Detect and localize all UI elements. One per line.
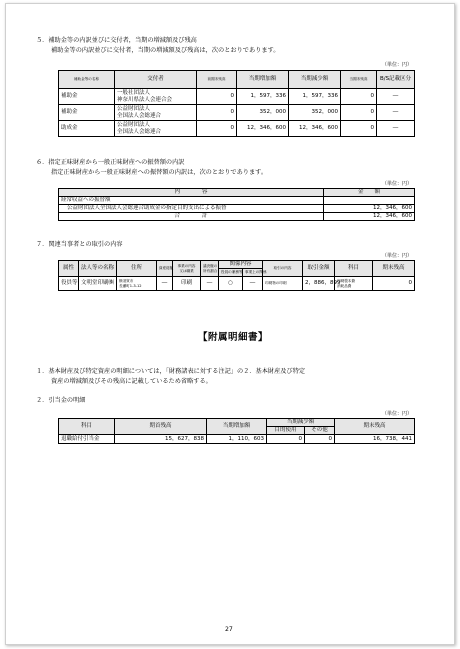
relation-header: 関係内容 [219, 261, 263, 269]
end-balance: 0 [341, 89, 377, 105]
sec6-heading: ６．指定正味財産から一般正味財産への振替額の内訳 [36, 159, 185, 166]
table-row [59, 213, 415, 221]
provision-begin-header: 期首残高 [115, 419, 207, 435]
increase: 1，597，336 [237, 89, 289, 105]
provision-subject-header: 科目 [59, 419, 115, 435]
subsidy-name: 補助金 [59, 89, 115, 105]
subject-header: 科目 [335, 261, 373, 277]
decrease: 12，346，600 [289, 121, 341, 137]
increase: 12，346，600 [237, 121, 289, 137]
table-row [59, 89, 415, 105]
provision-other: 0 [305, 435, 335, 444]
attr-header: 属性 [59, 261, 79, 277]
party-balance: 0 [373, 277, 415, 291]
sec6-unit: （単位：円） [382, 181, 413, 187]
relation-sub-header: 役員の兼務等 [219, 269, 243, 277]
business-header-line: 又は職業 [179, 268, 194, 273]
sec5-unit: （単位：円） [382, 62, 413, 68]
relation-sub-header: 事業上の関係 [243, 269, 263, 277]
annex2-unit: （単位：円） [382, 411, 413, 417]
header-cell: 交付者 [115, 71, 197, 89]
vote-header-line: 議決権の [203, 264, 218, 269]
document-page [5, 3, 455, 645]
bs-class: ― [377, 105, 415, 121]
name-header: 法人等の名称 [79, 261, 117, 277]
table-row [59, 435, 415, 444]
grantor-line: 公益財団法人 [117, 106, 151, 112]
transaction-header: 取引の内容 [263, 261, 303, 277]
increase: 352，000 [237, 105, 289, 121]
party-vote: ― [201, 277, 219, 291]
grantor [115, 89, 197, 105]
bs-class: ― [377, 121, 415, 137]
annex1-line1: １．基本財産及び特定資産の明細については，「財務諸表に対する注記」の２．基本財産及び特定 [36, 368, 306, 375]
grantor [115, 105, 197, 121]
provision-increase: 1，110，603 [207, 435, 267, 444]
provision-begin: 15，627，838 [115, 435, 207, 444]
party-subject [335, 277, 373, 291]
provision-table [58, 418, 415, 444]
provision-increase-header: 当期増加額 [207, 419, 267, 435]
annex-title: 【附属明細書】 [198, 332, 269, 343]
address-header: 住所 [117, 261, 157, 277]
address-line: 長瀬町1-3-12 [119, 283, 142, 288]
provision-purpose: 0 [267, 435, 305, 444]
sec5-intro: 補助金等の内訳並びに交付者，当期の増減額及び残高は，次のとおりであります。 [51, 47, 280, 54]
grantor-line: 神奈川県法人会連合会 [117, 96, 173, 103]
address-line: 横須賀市 [119, 279, 134, 284]
provision-decrease-header: 当期減少額 [267, 419, 335, 427]
prev-balance: 0 [197, 105, 237, 121]
party-business: 印刷 [173, 277, 201, 291]
sec6-intro: 指定正味財産から一般正味財産への振替額の内訳は，次のとおりであります。 [51, 169, 268, 176]
annex1-line2: 資産の増減額及びその残高に記載しているため省略する。 [51, 378, 212, 385]
grantor-line: 一般社団法人 [117, 90, 151, 96]
header-cell: 当期増加額 [237, 71, 289, 89]
decrease: 1，597，336 [289, 89, 341, 105]
table-row [59, 197, 415, 205]
provision-purpose-header: 目的使用 [267, 427, 305, 435]
amount-header: 取引金額 [303, 261, 335, 277]
header-cell: 当期末残高 [341, 71, 377, 89]
end-balance: 0 [341, 105, 377, 121]
subsidy-name: 補助金 [59, 105, 115, 121]
grantor [115, 121, 197, 137]
provision-end: 16，738，441 [335, 435, 415, 444]
table-row [59, 277, 415, 291]
transfer-category-amount [324, 197, 415, 205]
capital-header: 資産総額 [157, 261, 173, 277]
sec5-heading: ５．補助金等の内訳並びに交付者，当期の増減額及び残高 [36, 37, 197, 44]
transfer-amount-header: 金 額 [324, 189, 415, 197]
party-name: 文明堂印刷㈱ [79, 277, 117, 291]
provision-end-header: 期末残高 [335, 419, 415, 435]
subject-line: 印刷製本費 [337, 279, 355, 284]
end-balance: 0 [341, 121, 377, 137]
transfer-table [58, 188, 415, 221]
decrease: 352，000 [289, 105, 341, 121]
header-cell: 前期末残高 [197, 71, 237, 89]
annex2-heading: ２．引当金の明細 [36, 397, 86, 404]
header-cell: B/S記載区分 [377, 71, 415, 89]
header-cell: 当期減少額 [289, 71, 341, 89]
vote-header-line: 所有割合 [203, 268, 218, 273]
party-address [117, 277, 157, 291]
subsidy-table [58, 70, 415, 137]
provision-other-header: その他 [305, 427, 335, 435]
table-row [59, 105, 415, 121]
balance-header: 期末残高 [373, 261, 415, 277]
business-header-line: 事業の内容 [177, 264, 196, 269]
table-row [59, 121, 415, 137]
party-capital: ― [157, 277, 173, 291]
prev-balance: 0 [197, 121, 237, 137]
subsidy-header-row [59, 71, 415, 89]
party-amount: 2，886，899 [303, 277, 335, 291]
header-cell: 補助金等の名称 [59, 71, 115, 89]
transfer-total-label: 合 計 [59, 213, 324, 221]
related-party-table [58, 260, 415, 291]
transfer-item: 公益財団法人全国法人会総連合助成金の指定目的支出による振替 [59, 205, 324, 213]
grantor-line: 全国法人会総連合 [117, 112, 162, 119]
grantor-line: 公益財団法人 [117, 122, 151, 128]
sec7-heading: ７．関連当事者との取引の内容 [36, 241, 123, 248]
party-relation-business: ― [243, 277, 263, 291]
sec7-unit: （単位：円） [382, 253, 413, 259]
table-row [59, 205, 415, 213]
party-relation-officer: ○ [219, 277, 243, 291]
business-header [173, 261, 201, 277]
party-transaction: 印刷物の印刷 [263, 277, 303, 291]
grantor-line: 全国法人会総連合 [117, 128, 162, 135]
transfer-total-amount: 12，346，600 [324, 213, 415, 221]
party-attr: 役員等 [59, 277, 79, 291]
transfer-category: 経常収益への振替額 [59, 197, 324, 205]
page-number: 27 [225, 626, 233, 633]
vote-header [201, 261, 219, 277]
provision-subject: 退職給付引当金 [59, 435, 115, 444]
subsidy-name: 助成金 [59, 121, 115, 137]
transfer-content-header: 内 容 [59, 189, 324, 197]
subject-line: 消耗品費 [337, 283, 352, 288]
transfer-item-amount: 12，346，600 [324, 205, 415, 213]
prev-balance: 0 [197, 89, 237, 105]
bs-class: ― [377, 89, 415, 105]
